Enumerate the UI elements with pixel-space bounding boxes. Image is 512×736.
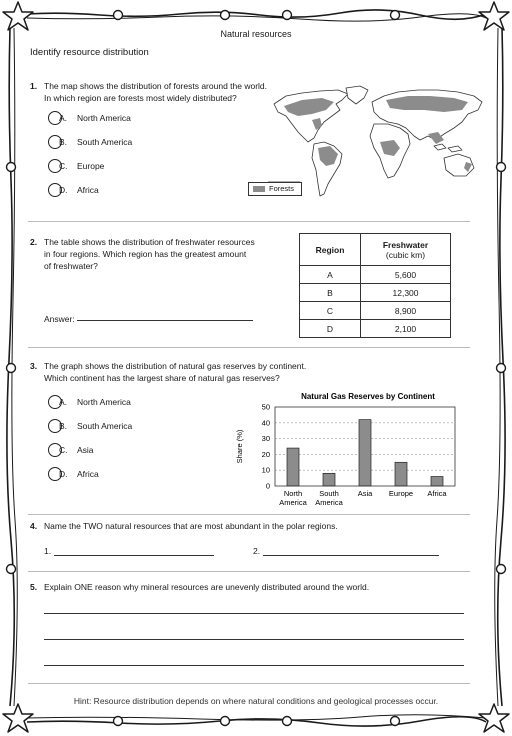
corner-star-icon — [3, 704, 33, 732]
q3-option-a-letter: A. — [59, 397, 68, 407]
table-header-freshwater-line1: Freshwater — [382, 239, 429, 250]
table-row — [300, 320, 451, 338]
x-tick-label: South — [319, 489, 339, 498]
map-legend — [248, 182, 302, 196]
north-america-outline — [274, 90, 348, 142]
x-tick-label: America — [315, 498, 343, 507]
q2-text-line3: of freshwater? — [44, 261, 98, 271]
q1-option-d-text: Africa — [77, 185, 99, 195]
q3-number: 3. — [30, 361, 38, 371]
q4-number: 4. — [30, 521, 38, 531]
page-subtitle: Identify resource distribution — [30, 47, 149, 58]
q5-number: 5. — [30, 582, 38, 592]
bar — [287, 448, 299, 486]
q4-blank1-label: 1. — [44, 546, 52, 556]
chart-ylabel: Share (%) — [235, 429, 244, 464]
chart-title: Natural Gas Reserves by Continent — [301, 392, 435, 401]
q4-blank2-line[interactable] — [263, 555, 439, 556]
x-tick-label: America — [279, 498, 307, 507]
q2-answer-label: Answer: — [44, 314, 75, 324]
q3-option-d-text: Africa — [77, 469, 99, 479]
table-header-row — [300, 234, 451, 266]
q1-text-line2: In which region are forests most widely distributed? — [44, 93, 237, 103]
table-row — [300, 284, 451, 302]
table-cell-value: 12,300 — [361, 284, 451, 302]
natural-gas-bar-chart — [228, 386, 462, 512]
q5-answer-line[interactable] — [44, 639, 464, 640]
table-header-region: Region — [300, 234, 361, 266]
q1-option-b-text: South America — [77, 137, 133, 147]
q5-answer-line[interactable] — [44, 613, 464, 614]
bar — [431, 477, 443, 486]
section-divider — [28, 571, 470, 572]
q4-blank1-line[interactable] — [54, 555, 214, 556]
y-tick-label: 40 — [261, 418, 270, 428]
q5-answer-line[interactable] — [44, 665, 464, 666]
hint-text: Hint: Resource distribution depends on where natural conditions and geological processes occur. — [73, 696, 439, 706]
table-cell-region: C — [300, 302, 361, 320]
y-tick-label: 50 — [261, 402, 270, 412]
q3-option-b-letter: B. — [59, 421, 68, 431]
bar — [323, 473, 335, 486]
table-header-freshwater — [361, 234, 451, 266]
q1-text-line1: The map shows the distribution of forests around the world. — [44, 81, 268, 91]
section-divider — [28, 683, 470, 684]
table-row — [300, 266, 451, 284]
q1-option-b-letter: B. — [59, 137, 68, 147]
map-legend-label: Forests — [269, 184, 295, 193]
corner-star-icon — [479, 2, 509, 30]
freshwater-table — [299, 233, 451, 338]
table-cell-region: D — [300, 320, 361, 338]
q5-text: Explain ONE reason why mineral resources are unevenly distributed around the world. — [44, 582, 370, 592]
x-tick-label: Africa — [427, 489, 447, 498]
q1-option-a-text: North America — [77, 113, 131, 123]
q1-option-d-letter: D. — [59, 185, 68, 195]
table-cell-region: A — [300, 266, 361, 284]
x-tick-label: North — [283, 489, 303, 498]
q2-number: 2. — [30, 237, 38, 247]
q3-option-a-text: North America — [77, 397, 131, 407]
section-divider — [28, 347, 470, 348]
table-cell-value: 2,100 — [361, 320, 451, 338]
q1-option-a-letter: A. — [59, 113, 68, 123]
q1-option-c-text: Europe — [77, 161, 105, 171]
q3-option-b-text: South America — [77, 421, 133, 431]
bar — [395, 462, 407, 486]
q4-text: Name the TWO natural resources that are most abundant in the polar regions. — [44, 521, 338, 531]
table-row — [300, 302, 451, 320]
q3-option-c-letter: C. — [59, 445, 68, 455]
q3-option-d-letter: D. — [59, 469, 68, 479]
q1-number: 1. — [30, 81, 38, 91]
y-tick-label: 30 — [261, 434, 270, 444]
q3-option-c-text: Asia — [77, 445, 94, 455]
corner-star-icon — [479, 704, 509, 732]
q2-answer-line[interactable] — [77, 320, 253, 321]
page-title: Natural resources — [220, 29, 292, 39]
table-cell-region: B — [300, 284, 361, 302]
q1-option-c-letter: C. — [59, 161, 68, 171]
q3-text-line1: The graph shows the distribution of natural gas reserves by continent. — [44, 361, 307, 371]
bar — [359, 420, 371, 486]
q4-blank2-label: 2. — [253, 546, 261, 556]
y-tick-label: 10 — [261, 465, 270, 475]
section-divider — [28, 514, 470, 515]
x-tick-label: Europe — [388, 489, 414, 498]
q2-text-line1: The table shows the distribution of freshwater resources — [44, 237, 255, 247]
y-tick-label: 0 — [265, 481, 270, 491]
table-cell-value: 8,900 — [361, 302, 451, 320]
x-tick-label: Asia — [357, 489, 373, 498]
forest-legend-swatch — [253, 186, 265, 192]
corner-star-icon — [3, 2, 33, 30]
y-tick-label: 20 — [261, 449, 270, 459]
table-header-freshwater-line2: (cubic km) — [385, 249, 426, 260]
greenland-outline — [346, 86, 368, 104]
q3-text-line2: Which continent has the largest share of natural gas reserves? — [44, 373, 280, 383]
section-divider — [28, 221, 470, 222]
q2-text-line2: in four regions. Which region has the greatest amount — [44, 249, 247, 259]
table-cell-value: 5,600 — [361, 266, 451, 284]
